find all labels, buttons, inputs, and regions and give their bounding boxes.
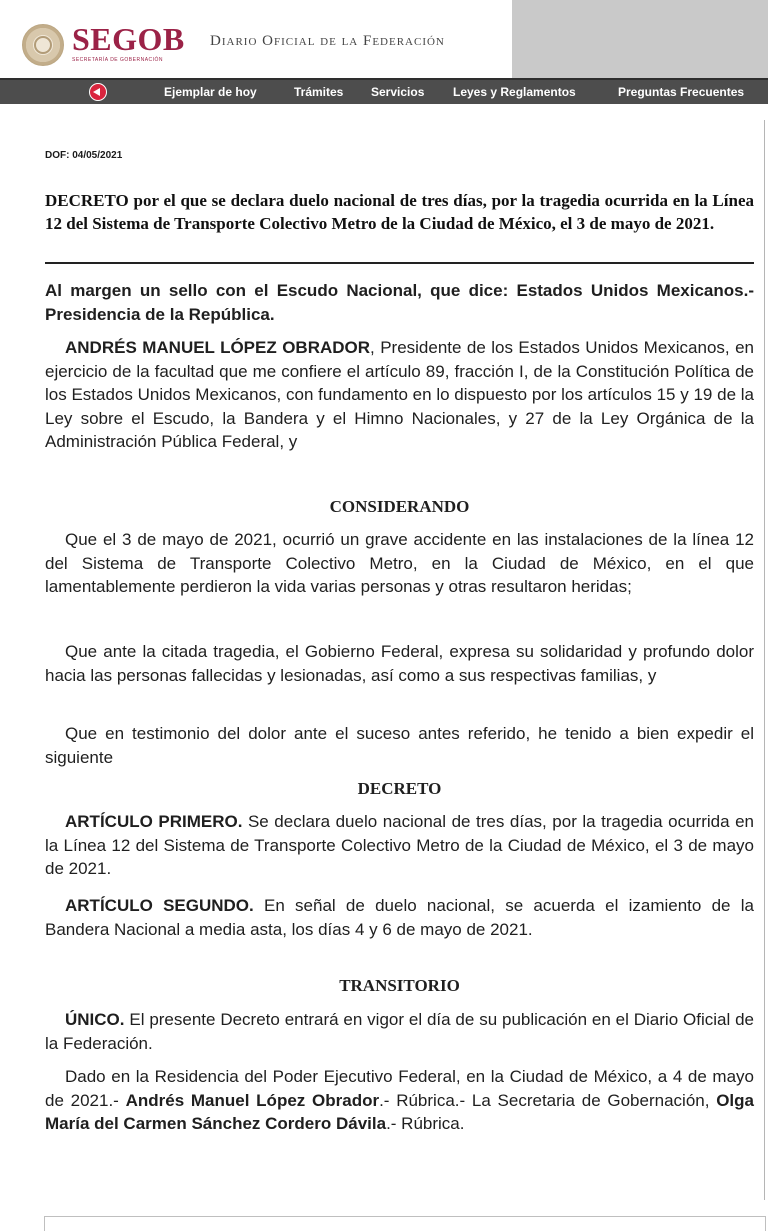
signatory-president: Andrés Manuel López Obrador bbox=[125, 1090, 380, 1110]
unico-paragraph bbox=[45, 1008, 754, 1055]
nav-tramites[interactable]: Trámites bbox=[294, 85, 344, 99]
closing-paragraph: Dado en la Residencia del Poder Ejecutivo Federal, en la Ciudad de México, a 4 de mayo de 2021.- Andrés Manuel López Obrador.- Rúbrica.- La Secretaria de Gobernación, Olga María del Carmen Sánchez Cordero Dávila.- Rúbrica. bbox=[45, 1067, 754, 1133]
title-divider bbox=[45, 262, 754, 264]
footer-box bbox=[44, 1216, 766, 1231]
article-2-label: ARTÍCULO SEGUNDO. bbox=[65, 896, 254, 915]
considerando-paragraph-2: Que ante la citada tragedia, el Gobierno Federal, expresa su solidaridad y profundo dolor hacia las personas fallecidas y lesionadas, así como a sus respectivas familias, y bbox=[45, 642, 754, 685]
president-name: ANDRÉS MANUEL LÓPEZ OBRADOR bbox=[65, 338, 371, 357]
considerando-heading: CONSIDERANDO bbox=[329, 497, 470, 516]
intro-text: , Presidente de los Estados Unidos Mexicanos, en ejercicio de la facultad que me confiere el artículo 89, fracción I, de la Constitución Política de los Estados Unidos Mexicanos, con fundamento en lo dispuesto por los artículos 15 y 19 de la Ley sobre el Escudo, la Bandera y el Himno Nacionales, y 27 de la Ley Orgánica de la Administración Pública Federal, y bbox=[45, 338, 754, 451]
unico-label: ÚNICO. bbox=[65, 1010, 125, 1029]
margin-seal-text: Al margen un sello con el Escudo Nacional, que dice: Estados Unidos Mexicanos.- Presidencia de la República. bbox=[45, 281, 754, 324]
segob-logo-text[interactable]: SEGOB bbox=[72, 21, 185, 57]
national-seal-logo bbox=[22, 24, 64, 66]
publication-name[interactable]: Diario Oficial de la Federación bbox=[210, 33, 445, 49]
main-navbar bbox=[0, 78, 768, 104]
nav-preguntas-frecuentes[interactable]: Preguntas Frecuentes bbox=[618, 85, 745, 99]
dof-date: DOF: 04/05/2021 bbox=[45, 150, 123, 161]
nav-servicios[interactable]: Servicios bbox=[371, 85, 425, 99]
considerando-paragraph-1: Que el 3 de mayo de 2021, ocurrió un grave accidente en las instalaciones de la línea 12 del Sistema de Transporte Colectivo Metro, en la Ciudad de México, en el que lamentablemente perdieron la vida varias personas y otras resultaron heridas; bbox=[45, 530, 754, 596]
article-1-text: Se declara duelo nacional de tres días, por la tragedia ocurrida en la Línea 12 del Sistema de Transporte Colectivo Metro de la Ciudad de México, el 3 de mayo de 2021. bbox=[45, 812, 754, 878]
content-right-border bbox=[764, 120, 765, 1200]
article-1-label: ARTÍCULO PRIMERO. bbox=[65, 812, 243, 831]
article-2-text: En señal de duelo nacional, se acuerda el izamiento de la Bandera Nacional a media asta, los días 4 y 6 de mayo de 2021. bbox=[45, 896, 754, 939]
nav-leyes-y-reglamentos[interactable]: Leyes y Reglamentos bbox=[453, 85, 576, 99]
considerando-paragraph-3: Que en testimonio del dolor ante el suceso antes referido, he tenido a bien expedir el siguiente bbox=[45, 724, 754, 767]
site-header bbox=[0, 0, 768, 78]
transitorio-heading: TRANSITORIO bbox=[339, 976, 460, 995]
unico-text: El presente Decreto entrará en vigor el día de su publicación en el Diario Oficial de la Federación. bbox=[45, 1010, 754, 1053]
header-banner-area bbox=[512, 0, 768, 78]
article-2-paragraph bbox=[45, 894, 754, 941]
home-back-icon[interactable] bbox=[89, 83, 107, 101]
decree-title: DECRETO por el que se declara duelo nacional de tres días, por la tragedia ocurrida en la Línea 12 del Sistema de Transporte Colectivo Metro de la Ciudad de México, el 3 de mayo de 2021. bbox=[45, 191, 754, 233]
segob-logo-subtitle: SECRETARÍA DE GOBERNACIÓN bbox=[72, 57, 164, 63]
article-1-paragraph bbox=[45, 810, 754, 881]
signatory-secretary: Olga María del Carmen Sánchez Cordero Dávila bbox=[45, 1090, 754, 1133]
decreto-heading: DECRETO bbox=[357, 779, 442, 798]
nav-ejemplar-de-hoy[interactable]: Ejemplar de hoy bbox=[164, 85, 257, 99]
intro-paragraph bbox=[45, 336, 754, 454]
